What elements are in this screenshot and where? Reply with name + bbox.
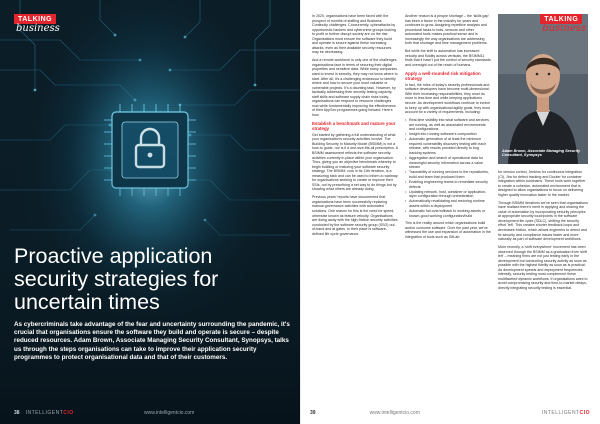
talking-business-badge: [14, 14, 60, 34]
author-portrait: [498, 14, 588, 164]
portrait-caption: Adam Brown, Associate Managing Security Consultant, Synopsys: [502, 148, 581, 158]
paragraph: This is the reality around which organisations build and/or consume software. Over the past year, we've witnessed the use and expansion of automation in the integration of tools such as GitLab: [405, 221, 491, 239]
text-column-1: [312, 14, 398, 240]
badge-line1: TALKING: [14, 14, 56, 24]
magazine-brand: INTELLIGENTCIO: [25, 410, 74, 416]
right-page-footer: [310, 410, 590, 416]
paragraph: In 2020, organisations have been faced with the prospect of months of staffing and Business Continuity challenges. Concurrently, cyberattacks by opportunistic hackers and cybercrime groups looking to profit or further disrupt society are on the rise. Organisations must ensure the software they build and operate is secure against these increasing attacks, even as their available security resources may be decreasing.: [312, 14, 396, 55]
page-number: 38: [14, 410, 20, 416]
magazine-url: www.intelligentcio.com: [369, 410, 420, 416]
list-item: • Updating network, host, container or application-layer configuration through orchestration: [405, 190, 491, 199]
paragraph: But while the shift to automation has increased velocity and fluidity across verticals, the BSIMM11 finds that it hasn't put the control of security standards and oversight out of the reach of humans.: [405, 49, 491, 67]
text-column-3: [498, 170, 588, 294]
magazine-url: www.intelligentcio.com: [144, 410, 195, 416]
magazine-brand: INTELLIGENTCIO: [541, 410, 590, 416]
paragraph: for version control, Jenkins for continuous integration (CI), Jira for defect tracking and Docker for container integration within toolchains. These tools work together to create a cohesive, automated environment that is designed to allow organisations to focus on delivering higher quality innovation faster to the market.: [498, 170, 586, 197]
list-item: • Real-time visibility into what software and services are running, as well as associated environments and configurations: [405, 118, 491, 132]
left-page-footer: [14, 410, 195, 416]
section-heading: Apply a well-rounded risk mitigation strategy: [405, 70, 481, 81]
paragraph: Through BSIMM iterations we've seen that organisations have realised there's merit in applying and sharing the value of automation by incorporating security principles at appropriate security touchpoints in the software development life cycle (SDLC), shifting the security effort 'left'. This creates shorter feedback loops and decreases friction, which allows engineers to detect and fix security and compliance issues faster and more naturally as part of software development workflows.: [498, 200, 588, 242]
page-spine: [299, 0, 301, 424]
requirements-list: [405, 118, 491, 218]
article-standfirst: As cybercriminals take advantage of the fear and uncertainty surrounding the pandemic, it's crucial that organisations ensure the software they build and operate is secure – despite reduced resources. Adam Brown, Associate Managing Security Consultant, Synopsys, talks us through the steps organisations can take to improve their application security programmes to protect organisational data and that of their customers.: [14, 321, 290, 361]
section-heading: Establish a benchmark and mature your strategy: [312, 120, 396, 131]
paragraph: More recently, a 'shift everywhere' movement has been observed through the BSIMM as a graduation from 'shift left' – meaning firms are not just testing early in the development but conducting security activity as soon as possible with the highest fidelity as soon as is practical. As development speeds and deployment frequencies intensify, security testing must complement these multifaceted dynamic workflows. If organisations want to avoid compromising security and time-to-market delays, directly integrating security testing is essential.: [498, 244, 588, 290]
paragraph: In fact, the roles of today's security professionals and software developers have become multi-dimensional. With their increasing responsibilities, they must do more in less time and while keeping applications secure. As development workflows continue to evolve to keep up with organisational agility goals, they must account for a variety of requirements, including:: [405, 82, 491, 115]
article-headline: Proactive application security strategies for uncertain times: [14, 244, 219, 314]
paragraph: Another reason is a people shortage – the 'skills gap' has been a factor in the industry for years and continues to grow. Assigning repetitive analysis and procedural tasks to bots, sensors and other automated tools makes practical sense and is increasingly the way organisations are addressing both that shortage and time management problems.: [405, 14, 490, 46]
list-item: • Automatic fail-over/rollback to working assets or known-good working configuration/build: [405, 209, 491, 218]
portrait-image: [498, 14, 588, 164]
badge-line2: business: [542, 23, 586, 34]
paragraph: Previous years' reports have documented that organisations have been successfully replacing manual governance activities with automated solutions. One reason for this is the need for speed, otherwise known as feature velocity. Organisations are doing away with the high-friction security activities conducted by the software security group (SSG) out-of-band and at gates. In their place is software-defined life cycle governance.: [312, 195, 398, 236]
badge-line2: business: [16, 23, 60, 34]
list-item: • Traceability of running services to the repositories, build and team that produced them: [405, 170, 491, 179]
list-item: • Aggregation and search of operational data for meaningful security information across a value stream: [405, 156, 491, 170]
page-number: 39: [310, 410, 316, 416]
talking-business-badge: [540, 14, 586, 34]
badge-line1: TALKING: [540, 14, 582, 24]
list-item: • Automatic generation of at least the minimum required vulnerability discovery testing with each release, with results provided directly to bug tracking systems: [405, 137, 491, 155]
right-page: [300, 0, 600, 424]
text-column-2: [405, 14, 491, 243]
paragraph: Get started by gathering a full understanding of what your organisation's security activities involve. The Building Security In Maturity Model (BSIMM) is not a how-to guide, nor is it a one-size-fits-all prescription. A BSIMM assessment reflects the software security activities currently in place within your organisation. Thus, giving you an objective benchmark whereby to begin building or maturing your software security strategy. The BSIMM, now in its 11th iteration, is a measuring stick and can be used to inform a roadmap for organisations seeking to create or improve their SSIs, not by prescribing a set way to do things but by showing what others are already doing.: [312, 132, 398, 192]
list-item: • Automatically revalidating and restoring runtime assets within a deployment: [405, 199, 491, 208]
paragraph: And a remote workforce is only one of the challenges organisations face in terms of securing their digital properties and sensitive data. While many companies want to invest in security, they may not know where to start. After all, it's a challenging endeavour to identify where and how to secure your most valuable or vulnerable projects. It's a daunting task. However, by tactically addressing their security testing capacity, staff skills and software supply chain risks today, organisations can respond to resource challenges now while fundamentally improving the effectiveness of their AppSec programmes going forward. Here's how.: [312, 58, 398, 117]
list-item: • Enabling engineering teams to remediate security defects: [405, 180, 491, 189]
list-item: • Insight into running software's composition: [405, 132, 491, 137]
